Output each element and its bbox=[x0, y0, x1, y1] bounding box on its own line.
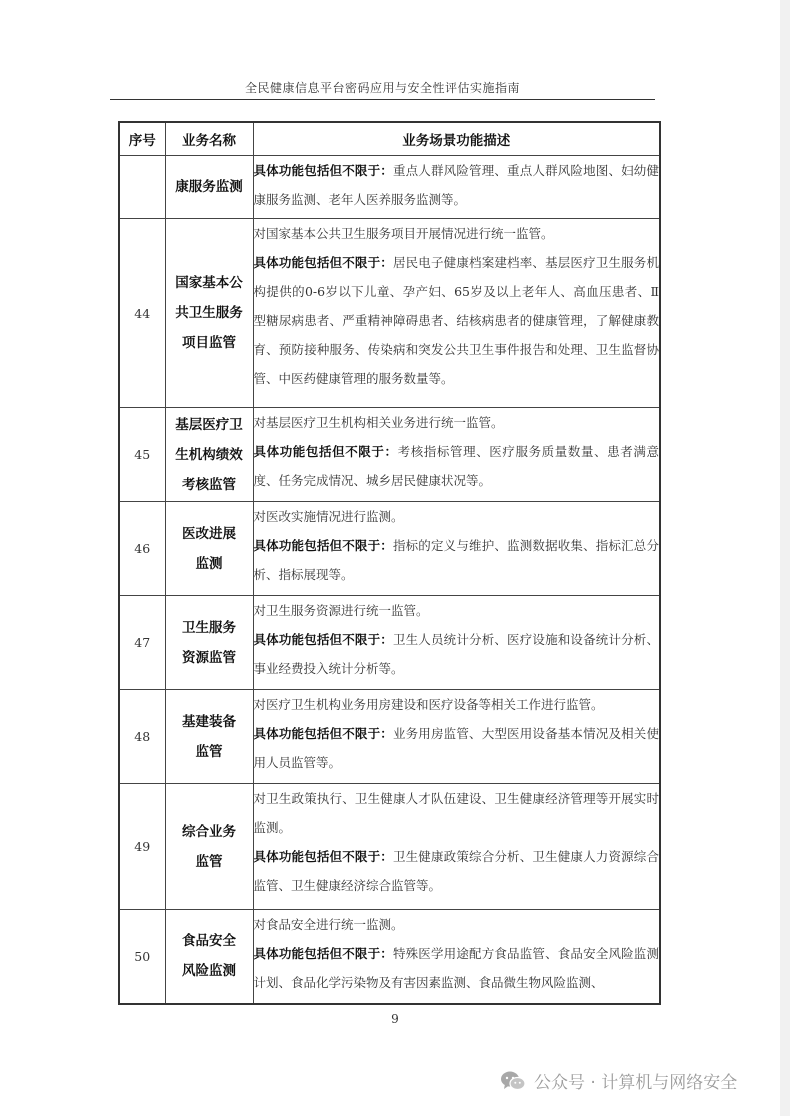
function-detail: 考核指标管理、医疗服务质量数量、患者满意度、任务完成情况、城乡居民健康状况等。 bbox=[253, 444, 659, 488]
function-lead: 具体功能包括但不限于： bbox=[253, 255, 393, 270]
business-name bbox=[165, 690, 253, 784]
business-name bbox=[165, 502, 253, 596]
function-intro: 对基层医疗卫生机构相关业务进行统一监管。 bbox=[253, 415, 504, 430]
business-name-line: 监测 bbox=[195, 555, 223, 572]
business-name-line: 基层医疗卫 bbox=[175, 416, 243, 433]
business-name-line: 风险监测 bbox=[182, 963, 236, 980]
function-detail: 卫生人员统计分析、医疗设施和设备统计分析、事业经费投入统计分析等。 bbox=[253, 632, 659, 676]
function-lead: 具体功能包括但不限于： bbox=[253, 849, 393, 864]
row-number: 48 bbox=[119, 690, 165, 784]
function-description bbox=[253, 690, 660, 784]
function-description bbox=[253, 408, 660, 502]
business-scenario-table bbox=[118, 121, 661, 1005]
function-lead: 具体功能包括但不限于： bbox=[253, 538, 393, 553]
business-name-line: 监管 bbox=[195, 853, 223, 870]
function-intro: 对国家基本公共卫生服务项目开展情况进行统一监管。 bbox=[253, 226, 554, 241]
table-header-row bbox=[119, 122, 660, 156]
business-name-line: 康服务监测 bbox=[175, 179, 243, 195]
business-name-line: 考核监管 bbox=[182, 476, 236, 493]
function-lead: 具体功能包括但不限于： bbox=[253, 632, 393, 647]
column-header-no: 序号 bbox=[119, 122, 165, 156]
business-name-line: 资源监管 bbox=[182, 649, 236, 666]
business-name-line: 综合业务 bbox=[182, 823, 236, 840]
business-name-line: 共卫生服务 bbox=[175, 305, 243, 321]
function-lead: 具体功能包括但不限于： bbox=[253, 946, 393, 961]
business-name bbox=[165, 910, 253, 1004]
watermark-text: 公众号 · 计算机与网络安全 bbox=[534, 1073, 738, 1093]
table-row bbox=[119, 784, 660, 910]
table-row bbox=[119, 910, 660, 1004]
function-description bbox=[253, 596, 660, 690]
account-watermark bbox=[500, 1068, 737, 1093]
table-row bbox=[119, 219, 660, 408]
function-description bbox=[253, 156, 660, 219]
business-name bbox=[165, 219, 253, 408]
business-name-line: 项目监管 bbox=[182, 335, 236, 351]
function-lead: 具体功能包括但不限于： bbox=[253, 726, 393, 741]
function-detail: 卫生健康政策综合分析、卫生健康人力资源综合监管、卫生健康经济综合监管等。 bbox=[253, 849, 659, 893]
table-row bbox=[119, 690, 660, 784]
business-name bbox=[165, 784, 253, 910]
business-name-line: 国家基本公 bbox=[175, 275, 243, 291]
table-row bbox=[119, 502, 660, 596]
function-intro: 对医改实施情况进行监测。 bbox=[253, 509, 404, 524]
row-number: 50 bbox=[119, 910, 165, 1004]
business-name-line: 医改进展 bbox=[182, 525, 236, 542]
business-name-line: 食品安全 bbox=[182, 933, 236, 950]
business-name bbox=[165, 408, 253, 502]
function-detail: 业务用房监管、大型医用设备基本情况及相关使用人员监管等。 bbox=[253, 726, 659, 770]
row-number: 47 bbox=[119, 596, 165, 690]
function-intro: 对卫生服务资源进行统一监管。 bbox=[253, 603, 429, 618]
function-description bbox=[253, 219, 660, 408]
function-intro: 对食品安全进行统一监测。 bbox=[253, 917, 404, 932]
business-name-line: 生机构绩效 bbox=[175, 446, 243, 463]
row-number bbox=[119, 156, 165, 219]
row-number: 44 bbox=[119, 219, 165, 408]
function-description bbox=[253, 502, 660, 596]
function-description bbox=[253, 784, 660, 910]
page-number: 9 bbox=[391, 1012, 399, 1026]
function-detail: 居民电子健康档案建档率、基层医疗卫生服务机构提供的0-6岁以下儿童、孕产妇、65岁及以上老年人、高血压患者、Ⅱ型糖尿病患者、严重精神障碍患者、结核病患者的健康管理，了解健康教育、预防接种服务、传染病和突发公共卫生事件报告和处理、卫生监督协管、中医药健康管理的服务数量等。 bbox=[253, 255, 659, 386]
business-name-line: 基建装备 bbox=[182, 713, 236, 730]
table-row bbox=[119, 408, 660, 502]
table-row bbox=[119, 596, 660, 690]
running-head: 全民健康信息平台密码应用与安全性评估实施指南 bbox=[244, 81, 520, 95]
table-row bbox=[119, 156, 660, 219]
business-name-line: 卫生服务 bbox=[182, 619, 236, 636]
function-detail: 指标的定义与维护、监测数据收集、指标汇总分析、指标展现等。 bbox=[253, 538, 659, 582]
function-lead: 具体功能包括但不限于： bbox=[253, 444, 398, 459]
row-number: 45 bbox=[119, 408, 165, 502]
business-name bbox=[165, 596, 253, 690]
business-name bbox=[165, 156, 253, 219]
column-header-name: 业务名称 bbox=[165, 122, 253, 156]
row-number: 46 bbox=[119, 502, 165, 596]
business-name-line: 监管 bbox=[195, 743, 223, 760]
row-number: 49 bbox=[119, 784, 165, 910]
function-lead: 具体功能包括但不限于： bbox=[253, 163, 393, 178]
wechat-icon bbox=[500, 1070, 526, 1092]
function-intro: 对医疗卫生机构业务用房建设和医疗设备等相关工作进行监管。 bbox=[253, 697, 604, 712]
function-intro: 对卫生政策执行、卫生健康人才队伍建设、卫生健康经济管理等开展实时监测。 bbox=[253, 791, 659, 835]
column-header-desc: 业务场景功能描述 bbox=[253, 122, 660, 156]
header-rule bbox=[110, 99, 655, 100]
function-description bbox=[253, 910, 660, 1004]
function-detail: 特殊医学用途配方食品监管、食品安全风险监测计划、食品化学污染物及有害因素监测、食品微生物风险监测、 bbox=[253, 946, 659, 990]
function-detail: 重点人群风险管理、重点人群风险地图、妇幼健康服务监测、老年人医养服务监测等。 bbox=[253, 163, 659, 207]
